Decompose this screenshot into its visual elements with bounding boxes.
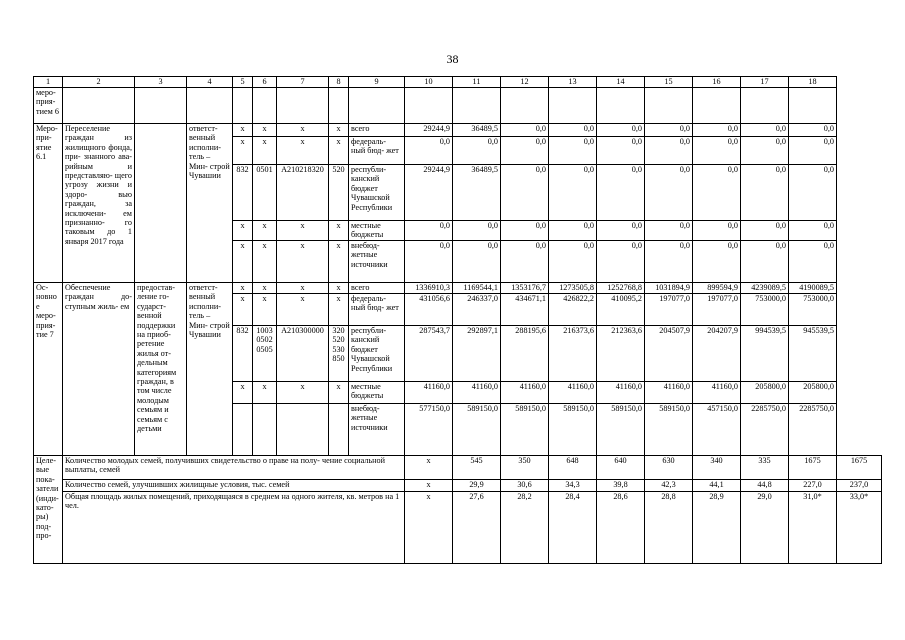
value-cell: 0,0: [453, 241, 501, 283]
budget-code: x: [329, 283, 349, 294]
indicator-text: Количество молодых семей, получивших свидетельство о праве на полу- чение социальной выплаты, семей: [63, 456, 405, 480]
value-cell: 2285750,0: [789, 404, 837, 456]
value-cell: 0,0: [453, 221, 501, 241]
value-cell: 0,0: [645, 124, 693, 137]
value-cell: 0,0: [549, 241, 597, 283]
value-cell: 28,9: [693, 492, 741, 564]
value-cell: 589150,0: [645, 404, 693, 456]
value-cell: 0,0: [741, 221, 789, 241]
funding-source: всего: [349, 124, 405, 137]
value-cell: 292897,1: [453, 326, 501, 382]
budget-code: x: [253, 241, 277, 283]
budget-code: x: [233, 382, 253, 404]
empty-cell: [453, 88, 501, 124]
column-number: 13: [549, 77, 597, 88]
empty-cell: [277, 88, 329, 124]
empty-cell: [349, 88, 405, 124]
budget-code: x: [329, 124, 349, 137]
value-cell: 630: [645, 456, 693, 480]
value-cell: 287543,7: [405, 326, 453, 382]
empty-cell: [233, 88, 253, 124]
budget-code: x: [253, 221, 277, 241]
value-cell: 0,0: [597, 241, 645, 283]
empty-cell: [135, 124, 187, 283]
value-cell: 0,0: [549, 165, 597, 221]
value-cell: 0,0: [501, 241, 549, 283]
budget-code: x: [253, 382, 277, 404]
executor-cell: ответст- венный исполни- тель – Мин- строй Чувашии: [187, 283, 233, 456]
budget-code: x: [329, 294, 349, 326]
value-cell: 753000,0: [789, 294, 837, 326]
empty-cell: [329, 88, 349, 124]
funding-source: республи- канский бюджет Чувашской Республики: [349, 165, 405, 221]
value-cell: 335: [741, 456, 789, 480]
value-cell: 41160,0: [645, 382, 693, 404]
budget-code: x: [277, 221, 329, 241]
budget-code: x: [329, 382, 349, 404]
budget-code: x: [253, 124, 277, 137]
value-cell: 0,0: [453, 137, 501, 165]
funding-source: местные бюджеты: [349, 221, 405, 241]
value-cell: 41160,0: [405, 382, 453, 404]
value-cell: 0,0: [549, 124, 597, 137]
column-number: 16: [693, 77, 741, 88]
column-number: 8: [329, 77, 349, 88]
value-cell: 589150,0: [501, 404, 549, 456]
value-cell: 197077,0: [693, 294, 741, 326]
value-cell: 545: [453, 456, 501, 480]
budget-code: x: [233, 294, 253, 326]
value-cell: 27,6: [453, 492, 501, 564]
value-cell: 1031894,9: [645, 283, 693, 294]
funding-source: внебюд- жетные источники: [349, 241, 405, 283]
value-cell: 30,6: [501, 480, 549, 492]
budget-code: [329, 404, 349, 456]
value-cell: 204507,9: [645, 326, 693, 382]
value-cell: 0,0: [405, 241, 453, 283]
source-row: [34, 124, 882, 137]
funding-source: внебюд- жетные источники: [349, 404, 405, 456]
value-cell: 36489,5: [453, 124, 501, 137]
value-cell: 2285750,0: [741, 404, 789, 456]
budget-code: 520: [329, 165, 349, 221]
value-cell: 1273505,8: [549, 283, 597, 294]
value-cell: 0,0: [645, 137, 693, 165]
budget-code: 0501: [253, 165, 277, 221]
empty-cell: [597, 88, 645, 124]
value-cell: 648: [549, 456, 597, 480]
value-cell: 197077,0: [645, 294, 693, 326]
value-cell: 945539,5: [789, 326, 837, 382]
column-number: 17: [741, 77, 789, 88]
empty-cell: [63, 88, 135, 124]
value-cell: 0,0: [693, 241, 741, 283]
value-cell: 0,0: [597, 124, 645, 137]
column-number: 1: [34, 77, 63, 88]
value-cell: 0,0: [549, 137, 597, 165]
budget-code: x: [253, 137, 277, 165]
value-cell: 237,0: [837, 480, 882, 492]
value-cell: 0,0: [645, 221, 693, 241]
value-cell: 41160,0: [693, 382, 741, 404]
value-cell: 31,0*: [789, 492, 837, 564]
value-cell: 288195,6: [501, 326, 549, 382]
event-name: Ос- новное меро- прия- тие 7: [34, 283, 63, 456]
value-cell: 34,3: [549, 480, 597, 492]
budget-code: 832: [233, 165, 253, 221]
column-number: 7: [277, 77, 329, 88]
funding-source: местные бюджеты: [349, 382, 405, 404]
indicator-row: [34, 480, 882, 492]
column-number: 5: [233, 77, 253, 88]
value-cell: 216373,6: [549, 326, 597, 382]
indicator-x: x: [405, 480, 453, 492]
value-cell: 899594,9: [693, 283, 741, 294]
indicator-x: x: [405, 456, 453, 480]
budget-code: [277, 404, 329, 456]
value-cell: 0,0: [693, 124, 741, 137]
value-cell: 0,0: [741, 241, 789, 283]
value-cell: 0,0: [789, 221, 837, 241]
empty-cell: [741, 88, 789, 124]
value-cell: 0,0: [741, 165, 789, 221]
budget-code: x: [233, 221, 253, 241]
column-number: 14: [597, 77, 645, 88]
value-cell: 227,0: [789, 480, 837, 492]
value-cell: 41160,0: [597, 382, 645, 404]
indicators-label: Целе- вые пока- затели (инди- като- ры) под- про-: [34, 456, 63, 564]
budget-code: x: [277, 241, 329, 283]
value-cell: 0,0: [405, 221, 453, 241]
value-cell: 589150,0: [597, 404, 645, 456]
value-cell: 36489,5: [453, 165, 501, 221]
executor-cell: ответст- венный исполни- тель – Мин- строй Чувашии: [187, 124, 233, 283]
funding-source: федераль- ный бюд- жет: [349, 294, 405, 326]
value-cell: 0,0: [405, 137, 453, 165]
event-name: меро- прия- тием 6: [34, 88, 63, 124]
event-goal: предостав- ление го- сударст- венной поддержки на приоб- ретение жилья от- дельным категориям граждан, в том числе молодым семьям и семьям с детьми: [135, 283, 187, 456]
value-cell: 28,8: [645, 492, 693, 564]
value-cell: 1675: [837, 456, 882, 480]
funding-source: республи- канский бюджет Чувашской Республики: [349, 326, 405, 382]
empty-cell: [645, 88, 693, 124]
budget-code: x: [277, 283, 329, 294]
value-cell: 205800,0: [741, 382, 789, 404]
value-cell: 29244,9: [405, 165, 453, 221]
empty-cell: [501, 88, 549, 124]
value-cell: 0,0: [501, 165, 549, 221]
program-table: [33, 76, 882, 564]
value-cell: 1169544,1: [453, 283, 501, 294]
budget-code: x: [277, 294, 329, 326]
column-number: 4: [187, 77, 233, 88]
budget-code: 320 520 530 850: [329, 326, 349, 382]
budget-code: x: [253, 283, 277, 294]
event-name: Меро- при- ятие 6.1: [34, 124, 63, 283]
funding-source: федераль- ный бюд- жет: [349, 137, 405, 165]
value-cell: 350: [501, 456, 549, 480]
value-cell: 33,0*: [837, 492, 882, 564]
value-cell: 4239089,5: [741, 283, 789, 294]
empty-cell: [549, 88, 597, 124]
budget-code: 832: [233, 326, 253, 382]
value-cell: 205800,0: [789, 382, 837, 404]
value-cell: 426822,2: [549, 294, 597, 326]
budget-code: [233, 404, 253, 456]
budget-code: x: [329, 137, 349, 165]
value-cell: 44,1: [693, 480, 741, 492]
value-cell: 1336910,3: [405, 283, 453, 294]
indicator-row: [34, 492, 882, 564]
value-cell: 0,0: [789, 137, 837, 165]
value-cell: 1675: [789, 456, 837, 480]
budget-code: x: [233, 124, 253, 137]
value-cell: 0,0: [693, 137, 741, 165]
value-cell: 1252768,8: [597, 283, 645, 294]
column-number: 18: [789, 77, 837, 88]
empty-cell: [135, 88, 187, 124]
value-cell: 0,0: [501, 137, 549, 165]
value-cell: 28,2: [501, 492, 549, 564]
value-cell: 0,0: [789, 165, 837, 221]
value-cell: 0,0: [597, 221, 645, 241]
budget-code: x: [277, 137, 329, 165]
value-cell: 457150,0: [693, 404, 741, 456]
budget-code: x: [233, 137, 253, 165]
budget-code: x: [233, 283, 253, 294]
value-cell: 1353176,7: [501, 283, 549, 294]
value-cell: 39,8: [597, 480, 645, 492]
value-cell: 0,0: [789, 241, 837, 283]
indicator-text: Количество семей, улучшивших жилищные условия, тыс. семей: [63, 480, 405, 492]
indicator-text: Общая площадь жилых помещений, приходящаяся в среднем на одного жителя, кв. метров на 1 чел.: [63, 492, 405, 564]
column-number: 2: [63, 77, 135, 88]
empty-cell: [405, 88, 453, 124]
budget-code: 1003 0502 0505: [253, 326, 277, 382]
value-cell: 0,0: [501, 221, 549, 241]
column-number: 6: [253, 77, 277, 88]
value-cell: 41160,0: [501, 382, 549, 404]
page-number: 38: [446, 52, 459, 66]
value-cell: 0,0: [501, 124, 549, 137]
column-number: 3: [135, 77, 187, 88]
value-cell: 0,0: [645, 165, 693, 221]
budget-code: A210300000: [277, 326, 329, 382]
budget-code: x: [277, 382, 329, 404]
event-title: Переселение граждан из жилищного фонда, при- знанного ава- рийным и представляю- щего угрозу жизни и здоро- вью граждан, за исключени- ем признанно- го таковым до 1 января 2017 года: [63, 124, 135, 283]
column-number: 9: [349, 77, 405, 88]
value-cell: 0,0: [645, 241, 693, 283]
column-number: 15: [645, 77, 693, 88]
empty-cell: [693, 88, 741, 124]
value-cell: 212363,6: [597, 326, 645, 382]
indicator-x: x: [405, 492, 453, 564]
value-cell: 0,0: [693, 165, 741, 221]
indicator-row: [34, 456, 882, 480]
value-cell: 0,0: [597, 137, 645, 165]
empty-cell: [187, 88, 233, 124]
value-cell: 577150,0: [405, 404, 453, 456]
value-cell: 340: [693, 456, 741, 480]
source-row: [34, 283, 882, 294]
event-title: Обеспечение граждан до- ступным жиль- ем: [63, 283, 135, 456]
value-cell: 0,0: [789, 124, 837, 137]
value-cell: 431056,6: [405, 294, 453, 326]
value-cell: 0,0: [693, 221, 741, 241]
header-row: [34, 77, 882, 88]
value-cell: 589150,0: [453, 404, 501, 456]
value-cell: 0,0: [549, 221, 597, 241]
empty-cell: [253, 88, 277, 124]
budget-code: x: [253, 294, 277, 326]
budget-code: x: [233, 241, 253, 283]
value-cell: 4190089,5: [789, 283, 837, 294]
column-number: 10: [405, 77, 453, 88]
value-cell: 44,8: [741, 480, 789, 492]
value-cell: 589150,0: [549, 404, 597, 456]
value-cell: 0,0: [741, 124, 789, 137]
value-cell: 42,3: [645, 480, 693, 492]
funding-source: всего: [349, 283, 405, 294]
value-cell: 28,6: [597, 492, 645, 564]
column-number: 12: [501, 77, 549, 88]
value-cell: 246337,0: [453, 294, 501, 326]
budget-code: A210218320: [277, 165, 329, 221]
value-cell: 994539,5: [741, 326, 789, 382]
value-cell: 434671,1: [501, 294, 549, 326]
value-cell: 29,9: [453, 480, 501, 492]
budget-code: x: [329, 221, 349, 241]
empty-cell: [789, 88, 837, 124]
value-cell: 410095,2: [597, 294, 645, 326]
column-number: 11: [453, 77, 501, 88]
value-cell: 41160,0: [453, 382, 501, 404]
value-cell: 29244,9: [405, 124, 453, 137]
budget-code: x: [277, 124, 329, 137]
value-cell: 0,0: [597, 165, 645, 221]
budget-code: [253, 404, 277, 456]
value-cell: 204207,9: [693, 326, 741, 382]
value-cell: 753000,0: [741, 294, 789, 326]
value-cell: 41160,0: [549, 382, 597, 404]
value-cell: 29,0: [741, 492, 789, 564]
value-cell: 640: [597, 456, 645, 480]
value-cell: 0,0: [741, 137, 789, 165]
value-cell: 28,4: [549, 492, 597, 564]
continuation-row: [34, 88, 882, 124]
budget-code: x: [329, 241, 349, 283]
